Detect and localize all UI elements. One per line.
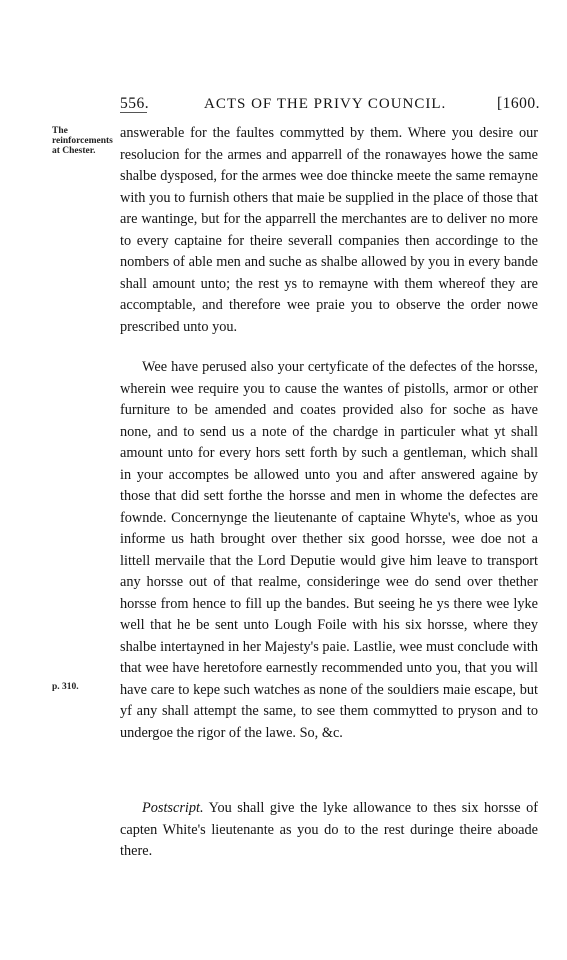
postscript-text: You shall give the lyke allowance to thes six horsse of capten White's lieutenante as you do to the rest duringe theire aboade there. [120, 800, 538, 859]
body-paragraph-1: answerable for the faultes commytted by them. Where you desire our resolucion for the armes and apparrell of the ronawayes howe the same shalbe dysposed, for the armes wee doe thincke meete the same remayne with you to furnish others that maie be supplied in the place of those that are wantinge, but for the apparrell the merchantes are to deliver no more to every captaine for theire severall companies then accordinge to the nombers of able men and suche as shalbe allowed by you in every bande shall amount unto; the rest ys to remayne with them whereof they are accomptable, and therefore wee praie you to observe the order nowe prescribed unto you. [120, 125, 538, 335]
page-number: 556. [120, 92, 149, 116]
body-paragraph-2: Wee have perused also your certyficate of the defectes of the horsse, wherein wee require you to cause the wantes of pistolls, armor or other furniture to be amended and coates provided also for soche as have none, and to send us a note of the chardge in particuler what yt shall amount unto for every hors sett forth by such a gentleman, which shall in your accomptes be allowed unto you and after answered againe by those that did sett forthe the horsse and men in whome the defectes are fownde. Concernynge the lieutenante of captaine Whyte's, whoe as you informe us hath brought over thether six good horsse, wee doe not a littell mervaile that the Lord Deputie would give him leave to transport any horsse out of that realme, consideringe wee do send over thether horsse from hence to fill up the bandes. But seeing he ys there wee lyke well that he be sent unto Lough Foile with his six horsse, where they shalbe intertayned in her Majesty's paie. Lastlie, wee must conclude with that wee have heretofore earnestly recommended unto you, that you will have care to kepe such watches as none of the souldiers maie escape, but yf any shall attempt the same, to see them commytted to pryson and to undergoe the rigor of the lawe. So, &c. [120, 359, 538, 741]
year-marker: [1600. [496, 95, 540, 112]
margin-note-page-reference: p. 310. [52, 682, 79, 692]
running-head [120, 92, 540, 116]
postscript-label: Postscript. [142, 800, 204, 816]
postscript-paragraph [120, 798, 538, 863]
margin-note-reinforcements: The reinforcements at Chester. [52, 126, 113, 156]
running-title: ACTS OF THE PRIVY COUNCIL. [204, 96, 447, 112]
